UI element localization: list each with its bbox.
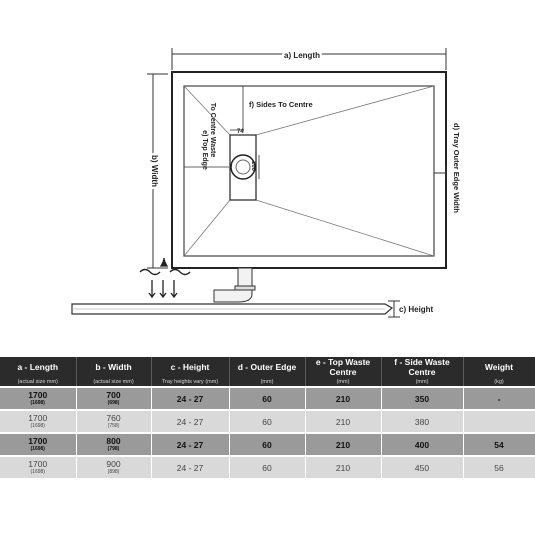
tray-side-profile [72,304,392,314]
table-subheader-row [0,377,535,387]
water-flow-icon [140,258,190,297]
tray-fall-lines [184,86,434,256]
cell-length: 1700 (1698) [0,387,76,410]
top-edge-label-line2: To Centre Waste [209,102,216,158]
col-header-weight: Weight [463,357,535,377]
waste-pipe [214,268,255,302]
table-header-row [0,357,535,377]
cell-weight [463,410,535,433]
cell-side-waste: 350 [381,387,463,410]
col-subheader-top-waste: (mm) [305,377,381,387]
col-subheader-outer-edge: (mm) [229,377,305,387]
col-header-outer-edge: d - Outer Edge [229,357,305,377]
cell-height: 24 - 27 [151,433,229,456]
cell-weight: - [463,387,535,410]
top-edge-label-line1: e) Top Edge [201,130,208,170]
table-row [0,410,535,433]
outer-edge-label: d) Tray Outer Edge Width [452,123,461,213]
cell-side-waste: 400 [381,433,463,456]
col-subheader-side-waste: (mm) [381,377,463,387]
cell-height: 24 - 27 [151,410,229,433]
col-subheader-length: (actual size mm) [0,377,76,387]
col-header-top-waste: e - Top Waste Centre [305,357,381,377]
cell-width: 900 (898) [76,456,151,478]
col-subheader-width: (actual size mm) [76,377,151,387]
width-label: b) Width [150,155,159,187]
specification-table [0,357,535,478]
tray-inner-frame [184,86,434,256]
cell-side-waste: 450 [381,456,463,478]
cell-width: 800 (798) [76,433,151,456]
col-header-side-waste: f - Side Waste Centre [381,357,463,377]
table-row [0,387,535,410]
table-row [0,433,535,456]
cell-length: 1700 (1698) [0,410,76,433]
dimension-74: 74 [237,129,244,135]
cell-height: 24 - 27 [151,456,229,478]
table-row [0,456,535,478]
col-header-width: b - Width [76,357,151,377]
cell-width: 700 (698) [76,387,151,410]
cell-length: 1700 (1698) [0,433,76,456]
col-header-height: c - Height [151,357,229,377]
cell-top-waste: 210 [305,387,381,410]
cell-height: 24 - 27 [151,387,229,410]
cell-top-waste: 210 [305,410,381,433]
cell-weight: 56 [463,456,535,478]
cell-outer-edge: 60 [229,387,305,410]
outer-edge-dimension [434,166,446,180]
height-label: c) Height [399,305,434,314]
col-subheader-weight: (kg) [463,377,535,387]
length-label: a) Length [284,51,320,60]
cell-outer-edge: 60 [229,433,305,456]
cell-outer-edge: 60 [229,456,305,478]
cell-width: 760 (758) [76,410,151,433]
cell-top-waste: 210 [305,456,381,478]
cell-length: 1700 (1698) [0,456,76,478]
cell-weight: 54 [463,433,535,456]
sides-to-centre-label: f) Sides To Centre [249,100,313,109]
cell-side-waste: 380 [381,410,463,433]
col-subheader-height: Tray heights vary (mm) [151,377,229,387]
cell-outer-edge: 60 [229,410,305,433]
dimension-100: 100 [250,161,256,172]
cell-top-waste: 210 [305,433,381,456]
col-header-length: a - Length [0,357,76,377]
